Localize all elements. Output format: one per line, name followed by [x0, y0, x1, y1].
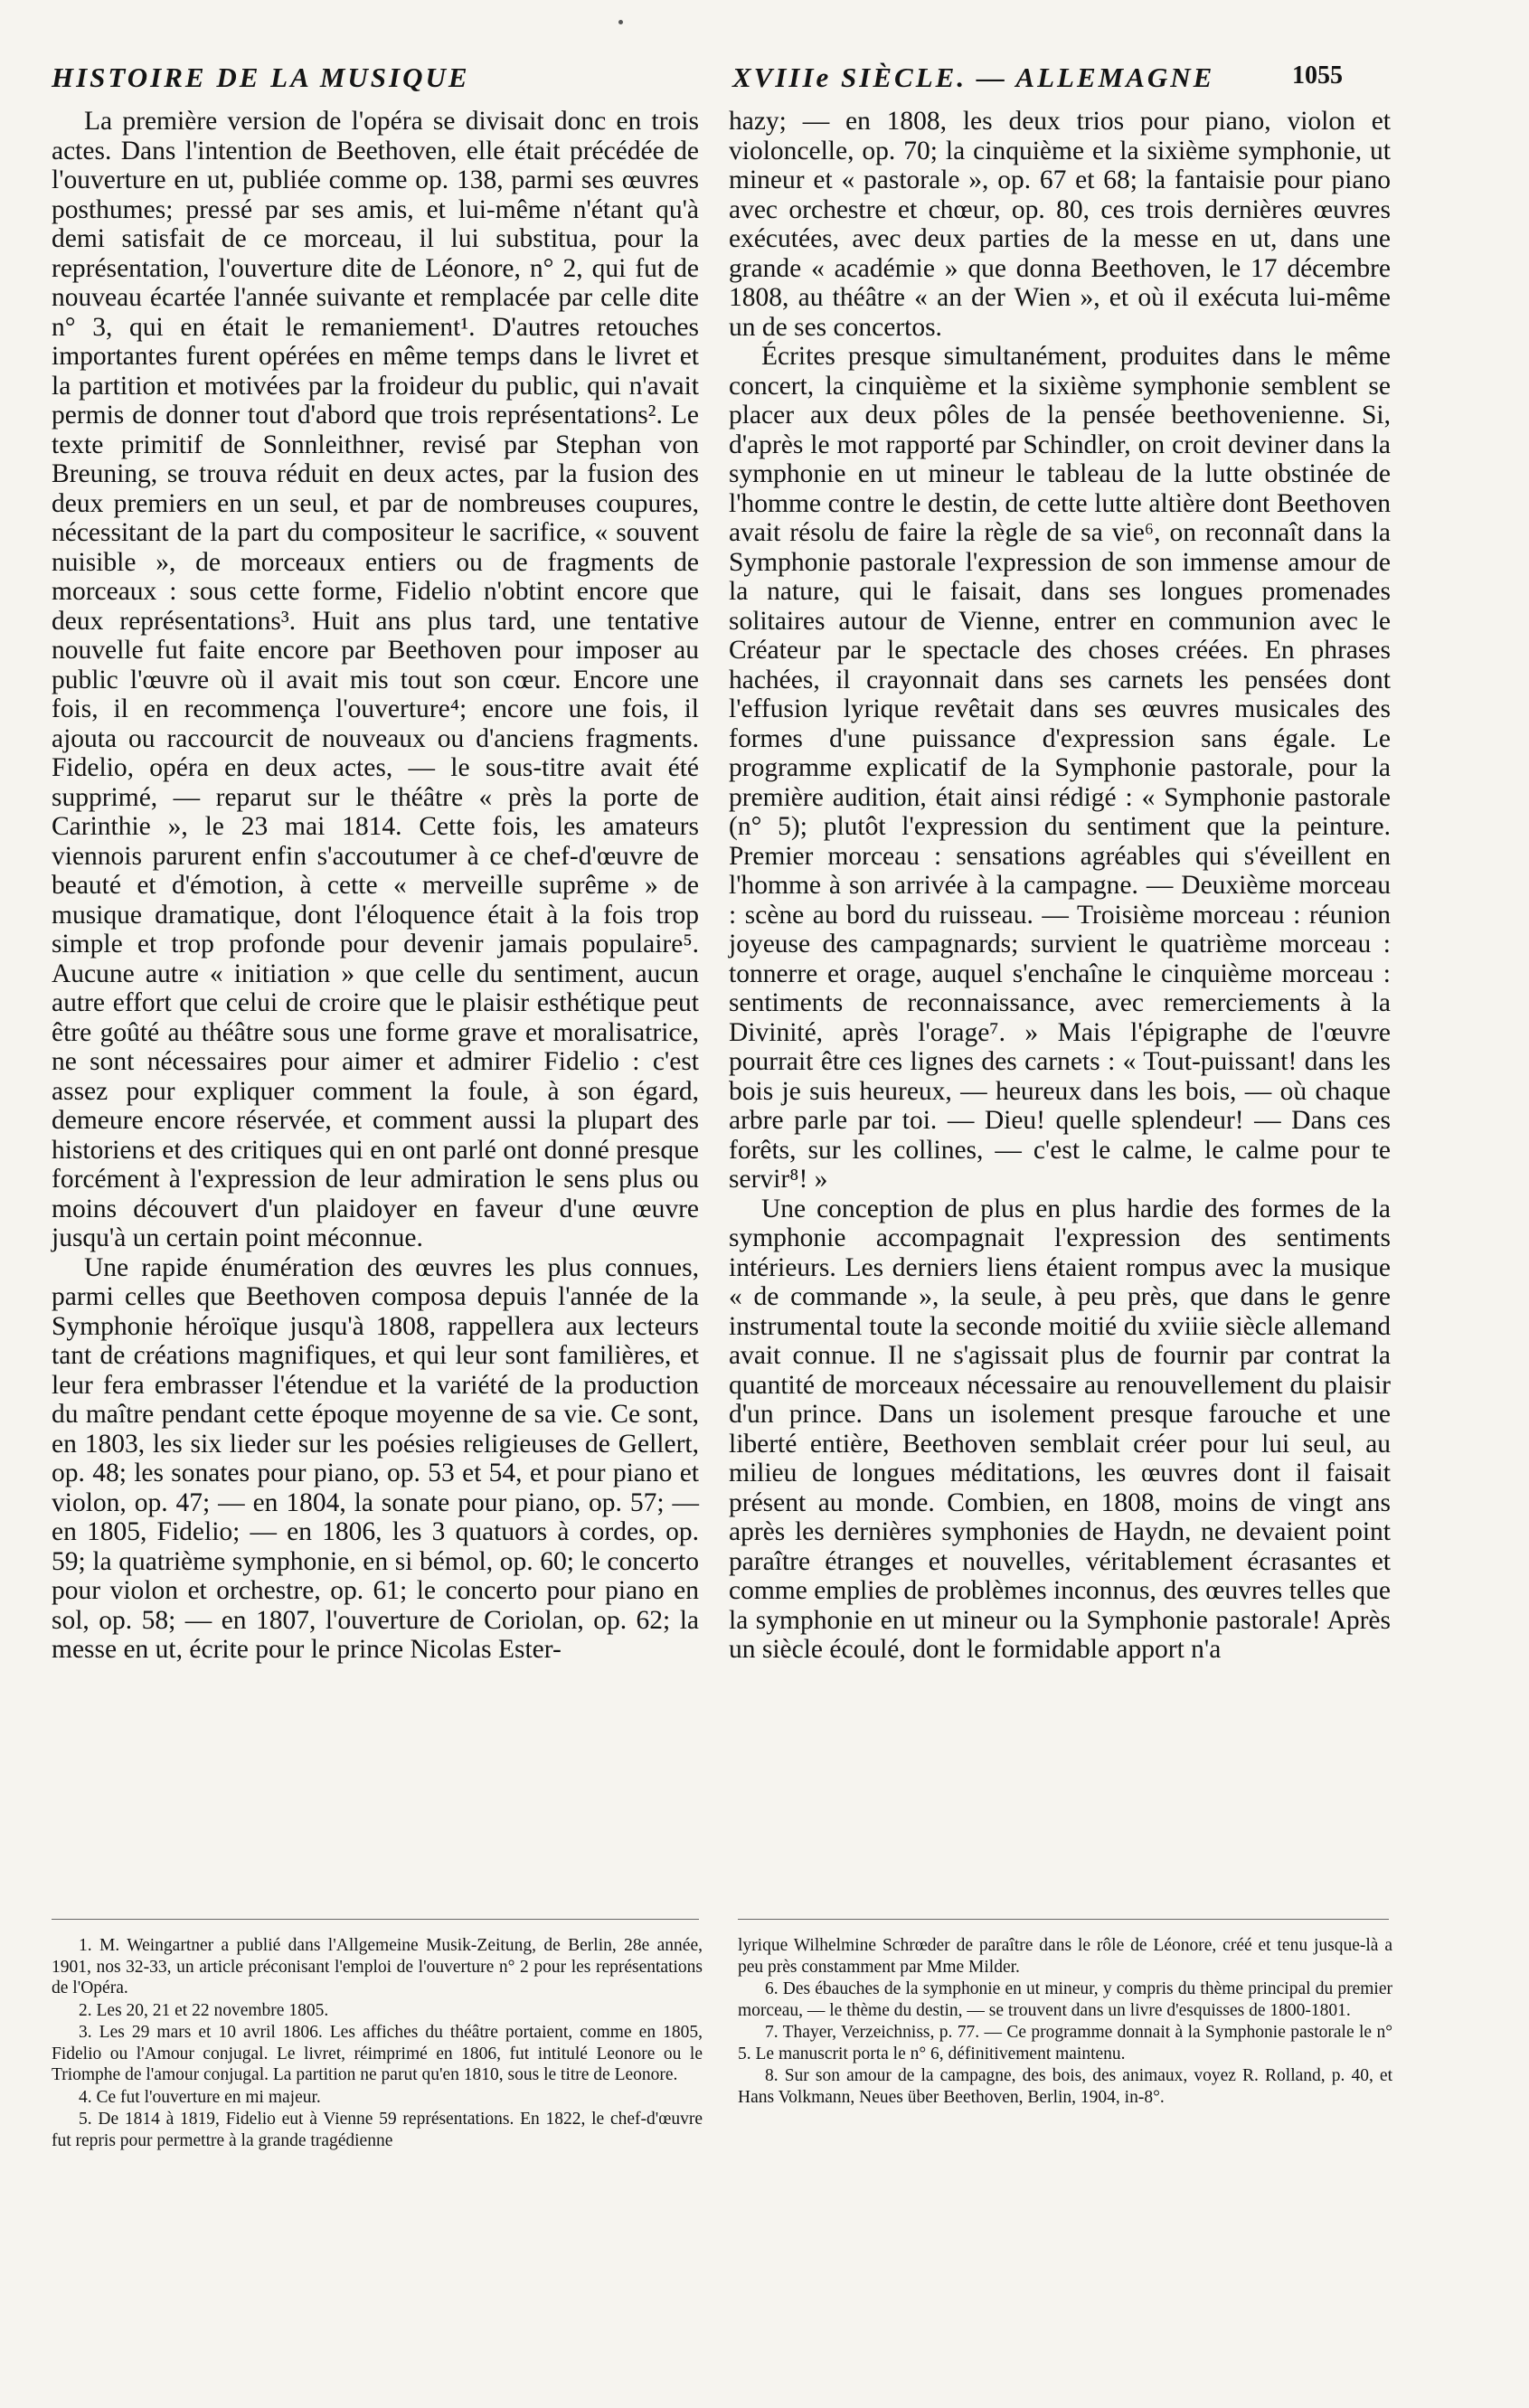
paragraph: Une conception de plus en plus hardie des formes de la symphonie accompagnait l'expression des sentiments intérieurs. Les derniers liens étaient rompus avec la musique « de commande », la seule, à peu près, que dans le genre instrumental toute la seconde moitié du xviiie siècle allemand avait connue. Il ne s'agissait plus de fournir par contrat la quantité de morceaux nécessaire au renouvellement du plaisir d'un prince. Dans un isolement presque farouche et une liberté entière, Beethoven semblait créer pour lui seul, au milieu de longues méditations, les œuvres dont il faisait présent au monde. Combien, en 1808, moins de vingt ans après les dernières symphonies de Haydn, ne devaient point paraître étranges et nouvelles, véritablement écrasantes et comme emplies de problèmes inconnus, des œuvres telles que la symphonie en ut mineur ou la Symphonie pastorale! Après un siècle écoulé, dont le formidable apport n'a [729, 1194, 1391, 1664]
ink-speck [618, 20, 623, 24]
footnotes-right [738, 1935, 1392, 2109]
header-center: XVIIIe SIÈCLE. — ALLEMAGNE [732, 61, 1215, 93]
footnotes-left [52, 1935, 703, 2152]
right-column [729, 107, 1391, 1665]
footnote-rule-right [738, 1919, 1389, 1920]
footnote: 4. Ce fut l'ouverture en mi majeur. [79, 2087, 321, 2107]
footnote: 6. Des ébauches de la symphonie en ut mineur, y compris du thème principal du premier morceau, — le thème du destin, — se trouvent dans un livre d'esquisses de 1800-1801. [738, 1979, 1392, 2020]
footnote-rule-left [52, 1919, 699, 1920]
footnote: 5. De 1814 à 1819, Fidelio eut à Vienne 59 représentations. En 1822, le chef-d'œuvre fut repris pour permettre à la grande tragédienne [52, 2110, 703, 2150]
footnote: lyrique Wilhelmine Schrœder de paraître dans le rôle de Léonore, créé et tenu jusque-là a peu près constamment par Mme Milder. [738, 1936, 1392, 1977]
footnote: 2. Les 20, 21 et 22 novembre 1805. [79, 2000, 329, 2020]
paragraph: Une rapide énumération des œuvres les plus connues, parmi celles que Beethoven composa depuis l'année de la Symphonie héroïque jusqu'à 1808, rappellera aux lecteurs tant de créations magnifiques, et qui leur sont familières, et leur fera embrasser l'étendue et la variété de la production du maître pendant cette époque moyenne de sa vie. Ce sont, en 1803, les six lieder sur les poésies religieuses de Gellert, op. 48; les sonates pour piano, op. 53 et 54, et pour piano et violon, op. 47; — en 1804, la sonate pour piano, op. 57; — en 1805, Fidelio; — en 1806, les 3 quatuors à cordes, op. 59; la quatrième symphonie, en si bémol, op. 60; le concerto pour violon et orchestre, op. 61; le concerto pour piano en sol, op. 58; — en 1807, l'ouverture de Coriolan, op. 62; la messe en ut, écrite pour le prince Nicolas Ester- [52, 1252, 699, 1664]
footnote: 3. Les 29 mars et 10 avril 1806. Les affiches du théâtre portaient, comme en 1805, Fidelio ou l'Amour conjugal. Le livret, réimprimé en 1806, fut intitulé Leonore ou le Triomphe de l'amour conjugal. La partition ne parut qu'en 1810, sous le titre de Leonore. [52, 2023, 703, 2084]
footnote: 1. M. Weingartner a publié dans l'Allgemeine Musik-Zeitung, de Berlin, 28e année, 1901, nos 32-33, un article préconisant l'emploi de l'ouverture n° 2 pour les représentations de l'Opéra. [52, 1936, 703, 1997]
page-number: 1055 [1292, 61, 1343, 90]
header-left: HISTOIRE DE LA MUSIQUE [52, 61, 470, 93]
left-column [52, 107, 699, 1665]
running-header [52, 61, 1343, 98]
footnote: 7. Thayer, Verzeichniss, p. 77. — Ce programme donnait à la Symphonie pastorale le n° 5. Le manuscrit porta le n° 6, définitivement maintenu. [738, 2023, 1392, 2063]
paragraph: hazy; — en 1808, les deux trios pour piano, violon et violoncelle, op. 70; la cinquième et la sixième symphonie, ut mineur et « pastorale », op. 67 et 68; la fantaisie pour piano avec orchestre et chœur, op. 80, ces trois dernières œuvres exécutées, avec deux parties de la messe en ut, dans une grande « académie » que donna Beethoven, le 17 décembre 1808, au théâtre « an der Wien », et où il exécuta lui-même un de ses concertos. [729, 107, 1391, 342]
paragraph: Écrites presque simultanément, produites dans le même concert, la cinquième et la sixième symphonie semblent se placer aux deux pôles de la pensée beethovenienne. Si, d'après le mot rapporté par Schindler, on croit deviner dans la symphonie en ut mineur le tableau de la lutte obstinée de l'homme contre le destin, de cette lutte altière dont Beethoven avait résolu de faire la règle de sa vie⁶, on reconnaît dans la Symphonie pastorale l'expression de son immense amour de la nature, qui le faisait, dans ses longues promenades solitaires autour de Vienne, entrer en communion avec le Créateur par le spectacle des choses créées. En phrases hachées, il crayonnait dans ses carnets les pensées dont l'effusion lyrique revêtait dans ses œuvres musicales des formes d'une puissance d'expression sans égale. Le programme explicatif de la Symphonie pastorale, pour la première audition, était ainsi rédigé : « Symphonie pastorale (n° 5); plutôt l'expression du sentiment que la peinture. Premier morceau : sensations agréables qui s'éveillent en l'homme à son arrivée à la campagne. — Deuxième morceau : scène au bord du ruisseau. — Troisième morceau : réunion joyeuse des campagnards; survient le quatrième morceau : tonnerre et orage, auquel s'enchaîne le cinquième morceau : sentiments de reconnaissance, avec remerciements à la Divinité, après l'orage⁷. » Mais l'épigraphe de l'œuvre pourrait être ces lignes des carnets : « Tout-puissant! dans les bois je suis heureux, — heureux dans les bois, — où chaque arbre parle par toi. — Dieu! quelle splendeur! — Dans ces forêts, sur les collines, — c'est le calme, le calme pour te servir⁸! » [729, 342, 1391, 1194]
footnote: 8. Sur son amour de la campagne, des bois, des animaux, voyez R. Rolland, p. 40, et Hans Volkmann, Neues über Beethoven, Berlin, 1904, in-8°. [738, 2066, 1392, 2107]
paragraph: La première version de l'opéra se divisait donc en trois actes. Dans l'intention de Beethoven, elle était précédée de l'ouverture en ut, publiée comme op. 138, parmi ses œuvres posthumes; pressé par ses amis, et lui-même n'étant qu'à demi satisfait de ce morceau, il lui substitua, pour la représentation, l'ouverture dite de Léonore, n° 2, qui fut de nouveau écartée l'année suivante et remplacée par celle dite n° 3, qui en était le remaniement¹. D'autres retouches importantes furent opérées en même temps dans le livret et la partition et motivées par la froideur du public, qui n'avait permis de donner tout d'abord que trois représentations². Le texte primitif de Sonnleithner, revisé par Stephan von Breuning, se trouva réduit en deux actes, par la fusion des deux premiers en un seul, et par de nombreuses coupures, nécessitant de la part du compositeur le sacrifice, « souvent nuisible », de morceaux entiers ou de fragments de morceaux : sous cette forme, Fidelio n'obtint encore que deux représentations³. Huit ans plus tard, une tentative nouvelle fut faite encore par Beethoven pour imposer au public l'œuvre où il avait mis tout son cœur. Encore une fois, il en recommença l'ouverture⁴; encore une fois, il ajouta ou raccourcit de nouveaux ou d'anciens fragments. Fidelio, opéra en deux actes, — le sous-titre avait été supprimé, — reparut sur le théâtre « près la porte de Carinthie », le 23 mai 1814. Cette fois, les amateurs viennois parurent enfin s'accoutumer à ce chef-d'œuvre de beauté et d'émotion, à cette « merveille suprême » de musique dramatique, dont l'éloquence était à la fois trop simple et trop profonde pour devenir jamais populaire⁵. Aucune autre « initiation » que celle du sentiment, aucun autre effort que celui de croire que le plaisir esthétique peut être goûté au théâtre sous une forme grave et moralisatrice, ne sont nécessaires pour aimer et admirer Fidelio : c'est assez pour expliquer comment la foule, à son égard, demeure encore réservée, et comment aussi la plupart des historiens et des critiques qui en ont parlé ont donné presque forcément à l'expression de leur admiration le sens plus ou moins découvert d'un plaidoyer en faveur d'une œuvre jusqu'à un certain point méconnue. [52, 107, 699, 1252]
